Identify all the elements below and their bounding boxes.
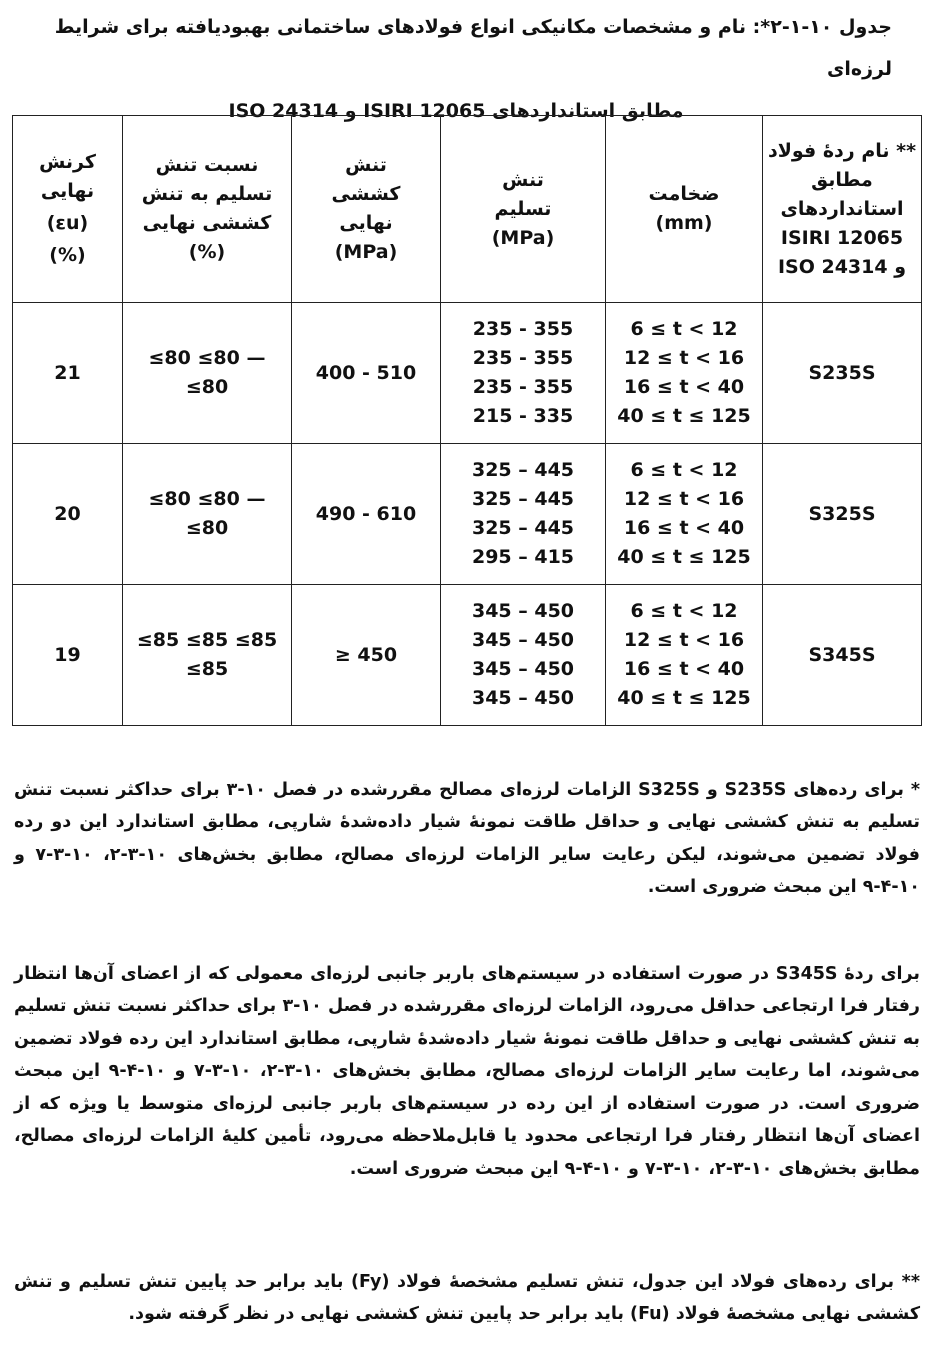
footnote-double-star: ** برای رده‌های فولاد این جدول، تنش تسلیم مشخصهٔ فولاد (Fy) باید برابر حد پایین تنش تسلیم و تنش کششی نهایی مشخصهٔ فولاد (Fu) باید برابر حد پایین تنش کششی نهایی در نظر گرفته شود. xyxy=(14,1271,920,1324)
cell-yield: 235 - 355 235 - 355 235 - 355 215 - 335 xyxy=(441,303,606,444)
footnote-single-star: * برای رده‌های S235S و S325S الزامات لرزه‌ای مصالح مقررشده در فصل ۱۰-۳ برای حداکثر نسبت تنش تسلیم به تنش کششی نهایی و حداقل طاقت نمونهٔ شیار داده‌شدهٔ شارپی، مطابق استاندارد این دو رده فولاد تضمین می‌شوند، لیکن رعایت سایر الزامات لرزه‌ای مصالح، مطابق بخش‌های ۱۰-۳-۲، ۱۰-۳-۷ و ۱۰-۴-۹ این مبحث ضروری است. xyxy=(14,779,920,897)
table-row xyxy=(13,444,922,585)
cell-grade: S235S xyxy=(763,303,922,444)
cell-strain: 21 xyxy=(13,303,123,444)
cell-strain: 20 xyxy=(13,444,123,585)
cell-tensile: 490 - 610 xyxy=(292,444,441,585)
table-caption xyxy=(20,6,892,132)
steel-properties-table xyxy=(12,115,922,726)
cell-thickness: 6 ≤ t < 12 12 ≤ t < 16 16 ≤ t < 40 40 ≤ t ≤ 125 xyxy=(606,585,763,726)
cell-ratio: — ≤80 ≤80 ≤80 xyxy=(123,303,292,444)
cell-tensile: ≥ 450 xyxy=(292,585,441,726)
header-yield: تنش تسلیم (MPa) xyxy=(441,116,606,303)
cell-ratio: ≤85 ≤85 ≤85 ≤85 xyxy=(123,585,292,726)
header-strain: کرنش نهایی (εu) (%) xyxy=(13,116,123,303)
header-ratio: نسبت تنش تسلیم به تنش کششی نهایی (%) xyxy=(123,116,292,303)
cell-tensile: 400 - 510 xyxy=(292,303,441,444)
header-thickness: ضخامت (mm) xyxy=(606,116,763,303)
cell-thickness: 6 ≤ t < 12 12 ≤ t < 16 16 ≤ t < 40 40 ≤ t ≤ 125 xyxy=(606,303,763,444)
cell-yield: 325 – 445 325 – 445 325 – 445 295 – 415 xyxy=(441,444,606,585)
caption-line-2: مطابق استانداردهای ISIRI 12065 و ISO 24314 xyxy=(228,100,684,122)
header-tensile: تنش کششی نهایی (MPa) xyxy=(292,116,441,303)
cell-yield: 345 – 450 345 – 450 345 – 450 345 – 450 xyxy=(441,585,606,726)
caption-line-1: جدول ۱۰-۱-۲*: نام و مشخصات مکانیکی انواع فولادهای ساختمانی بهبودیافته برای شرایط لرزه‌ای xyxy=(54,16,892,80)
cell-grade: S345S xyxy=(763,585,922,726)
table-header-row xyxy=(13,116,922,303)
cell-grade: S325S xyxy=(763,444,922,585)
table-row xyxy=(13,585,922,726)
table-row xyxy=(13,303,922,444)
cell-strain: 19 xyxy=(13,585,123,726)
header-grade: ** نام ردهٔ فولاد مطابق استانداردهای ISIRI 12065 و ISO 24314 xyxy=(763,116,922,303)
cell-ratio: — ≤80 ≤80 ≤80 xyxy=(123,444,292,585)
cell-thickness: 6 ≤ t < 12 12 ≤ t < 16 16 ≤ t < 40 40 ≤ t ≤ 125 xyxy=(606,444,763,585)
note-s345s-paragraph: برای ردهٔ S345S در صورت استفاده در سیستم‌های باربر جانبی لرزه‌ای معمولی که از اعضای آن‌ها انتظار رفتار فرا ارتجاعی حداقل می‌رود، الزامات لرزه‌ای مقررشده در فصل ۱۰-۳ برای حداکثر نسبت تنش تسلیم به تنش کششی نهایی و حداقل طاقت نمونهٔ شیار داده‌شدهٔ شارپی، مطابق استاندارد این رده فولاد تضمین می‌شوند، اما رعایت سایر الزامات لرزه‌ای مصالح، مطابق بخش‌های ۱۰-۳-۲، ۱۰-۳-۷ و ۱۰-۴-۹ این مبحث ضروری است. در صورت استفاده از این رده در سیستم‌های باربر جانبی لرزه‌ای متوسط یا ویژه که از اعضای آن‌ها انتظار رفتار فرا ارتجاعی محدود یا قابل‌ملاحظه می‌رود، تأمین کلیهٔ الزامات لرزه‌ای مصالح، مطابق بخش‌های ۱۰-۳-۲، ۱۰-۳-۷ و ۱۰-۴-۹ این مبحث ضروری است. xyxy=(14,963,920,1179)
